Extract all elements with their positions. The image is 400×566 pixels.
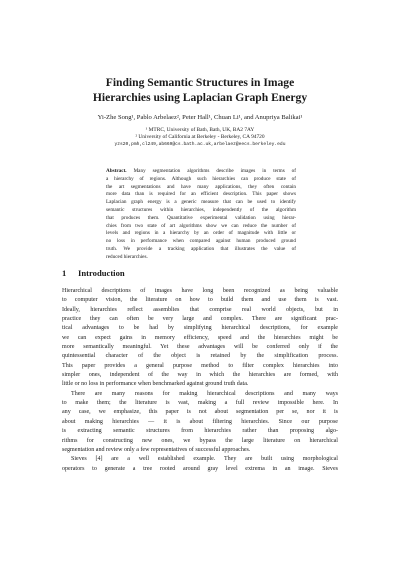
abstract-label: Abstract. xyxy=(106,168,127,174)
abstract-line: chies from two state of art algorithms show we can reduce the number of xyxy=(106,222,296,229)
author-emails: yzs20,pmh,cl249,ab669@cs.bath.ac.uk,arbelaez@eecs.berkeley.edu xyxy=(114,142,286,147)
abstract-line: more data than is required for an efficient description. This paper shows xyxy=(106,191,296,198)
body-line: There are many reasons for making hierarchical descriptions and many ways xyxy=(71,390,338,397)
body-line: is extracting semantic structures from hierarchies rather than proposing algo- xyxy=(62,428,338,435)
body-text xyxy=(62,287,338,474)
body-line: little or no loss in performance when benchmarked against ground truth data. xyxy=(62,381,249,388)
abstract-line: the art segmentations and have many applications, they often contain xyxy=(106,183,296,190)
body-line: simpler ones, independent of the way in which the hierarchies are formed, with xyxy=(62,372,338,379)
affiliation-1: ¹ MTRC, University of Bath, Bath, UK, BA2 7AY xyxy=(145,127,255,133)
paper-title xyxy=(60,75,340,105)
abstract-line: Laplacian graph energy is a generic measure that can be used to identify xyxy=(106,199,296,206)
body-line: Hierarchical descriptions of images have long been recognized as being valuable xyxy=(62,288,338,294)
abstract-line: Many segmentation algorithms describe images in terms of xyxy=(133,168,297,174)
title-line-2: Hierarchies using Laplacian Graph Energy xyxy=(92,91,308,104)
body-line: about making hierarchies — it is about filtering hierarchies. Since our purpose xyxy=(62,418,338,425)
body-line: Sieves [4] are a well established example. They are built using morphological xyxy=(71,456,338,463)
body-line: we can expect gains in memory efficiency, speed and the hierarchies might be xyxy=(62,334,338,341)
affiliations xyxy=(60,127,340,148)
body-line: tical advantages to be had by simplifying hierarchical descriptions, for example xyxy=(62,325,338,332)
abstract-line: a hierarchy of regions. Although such hierarchies can produce state of xyxy=(106,175,296,182)
body-line: operators to generate a tree rooted around gray level extrema in an image. Sieves xyxy=(62,465,338,472)
abstract-line: levels and regions in a hierarchy by an order of magnitude with little or xyxy=(106,230,296,237)
section-title: Introduction xyxy=(78,268,125,278)
body-line: segmentation and review only a few representatives of successful approaches. xyxy=(62,446,251,453)
body-line: rithms for constructing new ones, we bypass the large literature on hierarchical xyxy=(62,437,338,444)
section-number: 1 xyxy=(62,268,67,278)
abstract-line: reduced hierarchies. xyxy=(106,253,148,260)
section-heading xyxy=(62,268,125,278)
body-line: to make them; the literature is vast, making a full review impossible here. In xyxy=(62,400,338,407)
abstract-line: that produces them. Quantitative experimental validation using hierar- xyxy=(106,214,296,221)
affiliation-2: ² University of California at Berkeley - Berkeley, CA 94720 xyxy=(135,134,265,140)
title-line-1: Finding Semantic Structures in Image xyxy=(105,76,295,89)
body-line: to computer vision, the literature on how to build them and use them is vast. xyxy=(62,297,338,304)
body-line: more semantically meaningful. Yet these advantages will be conferred only if the xyxy=(62,344,338,351)
author-list: Yi-Zhe Song¹, Pablo Arbelaez², Peter Hall¹, Chuan Li¹, and Anupriya Balikai¹ xyxy=(97,114,303,121)
abstract xyxy=(106,168,296,262)
abstract-line: no loss in performance when compared against human produced ground xyxy=(106,238,296,245)
body-line: practice they can often be very large and complex. There are significant prac- xyxy=(62,316,338,323)
body-line: any case, we emphasize, this paper is not about segmentation per se, nor it is xyxy=(62,409,338,416)
abstract-line: semantic structures within hierarchies, independently of the algorithm xyxy=(106,206,296,213)
body-line: quintessential character of the object is retained by the simplification process. xyxy=(62,353,338,360)
abstract-line: truth. We provide a tracking application that illustrates the value of xyxy=(106,245,296,252)
body-line: This paper provides a general purpose method to filter complex hierarchies into xyxy=(62,362,338,369)
body-line: Ideally, hierarchies reflect assemblies that comprise real world objects, but in xyxy=(62,306,338,313)
